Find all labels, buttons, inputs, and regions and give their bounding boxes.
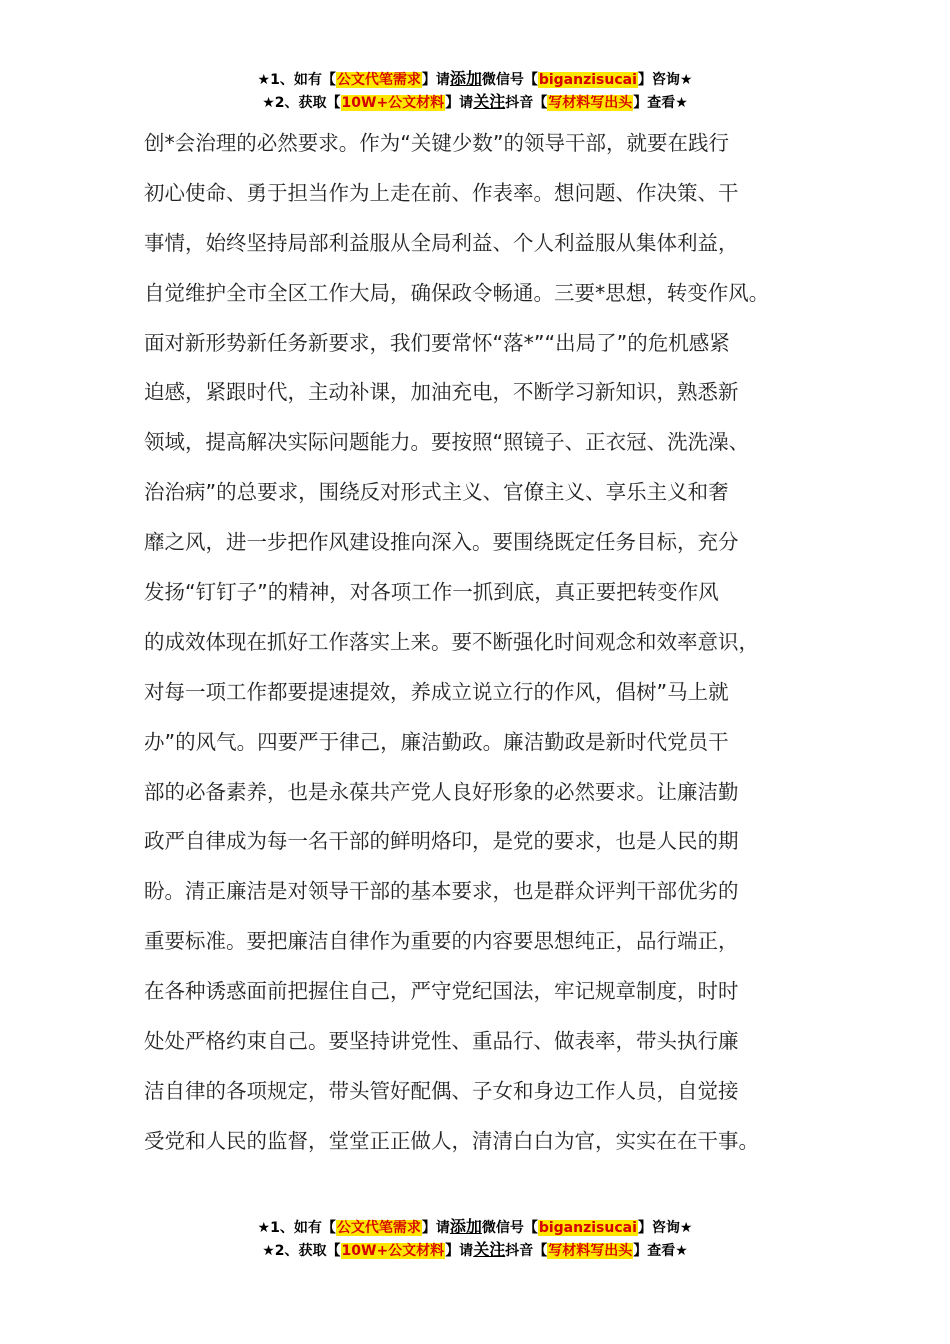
banner-highlight: 公文代笔需求 [336, 1220, 421, 1236]
banner-text: 】咨询★ [637, 72, 693, 88]
banner-text: 】查看★ [633, 95, 688, 111]
banner-highlight: 写材料写出头 [548, 1243, 633, 1259]
banner-text: ★2、获取【 [262, 1243, 341, 1259]
body-line: 面对新形势新任务新要求，我们要常怀“落*”“出局了”的危机感紧 [144, 330, 730, 355]
body-line: 处处严格约束自己。要坚持讲党性、重品行、做表率，带头执行廉 [144, 1029, 739, 1054]
banner-highlight: 10W+公文材料 [341, 95, 445, 111]
body-line: 盼。清正廉洁是对领导干部的基本要求，也是群众评判干部优劣的 [144, 879, 739, 904]
body-line: 靡之风，进一步把作风建设推向深入。要围绕既定任务目标，充分 [144, 530, 739, 555]
body-line: 发扬“钉钉子”的精神，对各项工作一抓到底，真正要把转变作风 [144, 580, 719, 605]
body-line: 对每一项工作都要提速提效，养成立说立行的作风，倡树”马上就 [144, 679, 729, 704]
banner-text: ★1、如有【 [257, 72, 336, 88]
body-line: 自觉维护全市全区工作大局，确保政令畅通。三要*思想，转变作风。 [144, 280, 770, 305]
body-line: 初心使命、勇于担当作为上走在前、作表率。想问题、作决策、干 [144, 180, 739, 205]
banner-text: ★2、获取【 [262, 95, 341, 111]
body-line: 创*会治理的必然要求。作为“关键少数”的领导干部，就要在践行 [144, 131, 729, 155]
banner-emphasis: 添加 [449, 1217, 482, 1236]
body-line: 在各种诱惑面前把握住自己，严守党纪国法，牢记规章制度，时时 [144, 979, 739, 1004]
banner-text: 】查看★ [633, 1243, 688, 1259]
banner-highlight: 10W+公文材料 [341, 1243, 445, 1259]
body-line: 领域，提高解决实际问题能力。要按照“照镜子、正衣冠、洗洗澡、 [144, 430, 750, 455]
banner-text: 】咨询★ [637, 1220, 693, 1236]
body-line: 部的必备素养，也是永葆共产党人良好形象的必然要求。让廉洁勤 [144, 779, 739, 804]
body-line: 洁自律的各项规定，带头管好配偶、子女和身边工作人员，自觉接 [144, 1078, 739, 1103]
header-banner-line-1 [0, 68, 950, 91]
banner-text: 微信号【 [481, 1220, 538, 1236]
banner-highlight: biganzisucai [538, 1220, 637, 1236]
banner-text: 抖音【 [505, 95, 548, 111]
body-line: 政严自律成为每一名干部的鲜明烙印，是党的要求，也是人民的期 [144, 829, 739, 854]
banner-highlight: 公文代笔需求 [336, 72, 421, 88]
body-line: 受党和人民的监督，堂堂正正做人，清清白白为官，实实在在干事。 [144, 1128, 759, 1153]
banner-text: 】请 [421, 72, 450, 88]
body-line: 事情，始终坚持局部利益服从全局利益、个人利益服从集体利益， [144, 230, 739, 255]
header-banner-line-2 [0, 91, 950, 114]
document-body [144, 119, 834, 1167]
body-line: 的成效体现在抓好工作落实上来。要不断强化时间观念和效率意识， [144, 629, 759, 654]
header-banner [0, 68, 950, 114]
body-line: 治治病”的总要求，围绕反对形式主义、官僚主义、享乐主义和奢 [144, 480, 729, 505]
footer-banner-line-1 [0, 1216, 950, 1239]
footer-banner [0, 1216, 950, 1262]
body-line: 办”的风气。四要严于律己，廉洁勤政。廉洁勤政是新时代党员干 [144, 729, 729, 754]
banner-text: 微信号【 [481, 72, 538, 88]
banner-text: 】请 [421, 1220, 450, 1236]
banner-emphasis: 关注 [473, 1240, 506, 1259]
banner-text: 】请 [445, 95, 474, 111]
footer-banner-line-2 [0, 1239, 950, 1262]
banner-emphasis: 添加 [449, 69, 482, 88]
body-line: 迫感，紧跟时代，主动补课，加油充电，不断学习新知识，熟悉新 [144, 380, 739, 405]
banner-text: 抖音【 [505, 1243, 548, 1259]
banner-text: 】请 [445, 1243, 474, 1259]
banner-highlight: biganzisucai [538, 72, 637, 88]
body-line: 重要标准。要把廉洁自律作为重要的内容要思想纯正，品行端正， [144, 929, 739, 954]
banner-text: ★1、如有【 [257, 1220, 336, 1236]
banner-emphasis: 关注 [473, 92, 506, 111]
banner-highlight: 写材料写出头 [548, 95, 633, 111]
